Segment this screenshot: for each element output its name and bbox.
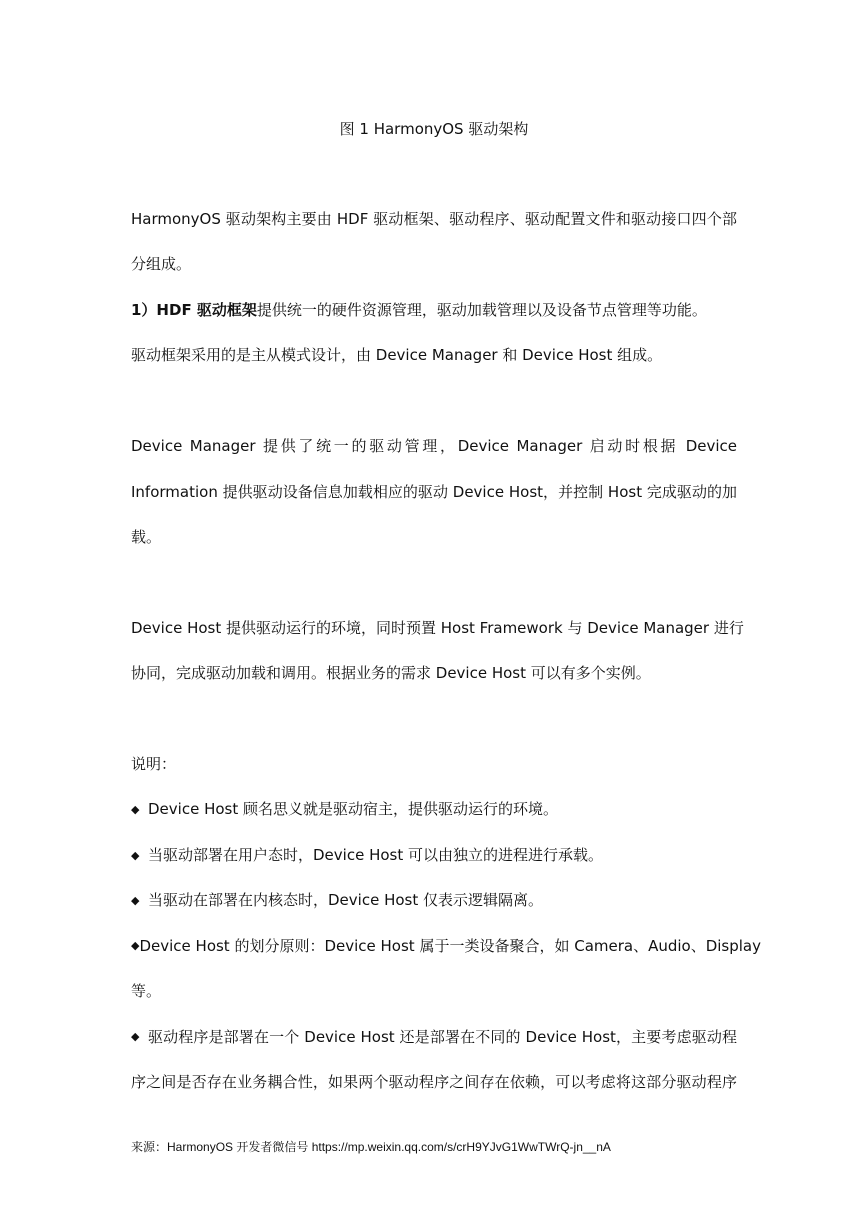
source-footer <box>131 1138 611 1156</box>
bullet-item-3-text: 当驱动在部署在内核态时，Device Host 仅表示逻辑隔离。 <box>148 891 543 909</box>
bullet-item-2 <box>131 844 737 867</box>
diamond-bullet-icon: ◆ <box>131 803 140 816</box>
point-1-paragraph <box>131 299 737 321</box>
intro-line-2: 分组成。 <box>131 255 192 273</box>
device-host-line-1: Device Host 提供驱动运行的环境，同时预置 Host Framework 与 Device Manager 进行 <box>131 619 744 637</box>
point-1-bold-lead: 1）HDF 驱动框架 <box>131 301 257 319</box>
bullet-item-4-text-line-2: 等。 <box>131 982 162 1000</box>
device-host-line-2: 协同，完成驱动加载和调用。根据业务的需求 Device Host 可以有多个实例。 <box>131 664 651 682</box>
point-1-text: 提供统一的硬件资源管理，驱动加载管理以及设备节点管理等功能。 <box>256 301 707 319</box>
diamond-bullet-icon: ◆ <box>131 894 140 907</box>
bullet-item-5 <box>131 1026 737 1048</box>
bullet-item-1-text: Device Host 顾名思义就是驱动宿主，提供驱动运行的环境。 <box>148 800 558 818</box>
intro-line-1: HarmonyOS 驱动架构主要由 HDF 驱动框架、驱动程序、驱动配置文件和驱动接口四个部 <box>131 210 737 228</box>
bullet-item-4-text-line-1: Device Host 的划分原则：Device Host 属于一类设备聚合，如 Camera、Audio、Display <box>139 937 762 955</box>
source-link[interactable]: HarmonyOS 开发者微信号 https://mp.weixin.qq.com/s/crH9YJvG1WwTWrQ-jn__nA <box>167 1140 611 1154</box>
bullet-item-3 <box>131 889 737 912</box>
framework-design-line: 驱动框架采用的是主从模式设计，由 Device Manager 和 Device Host 组成。 <box>131 346 663 364</box>
bullet-item-4 <box>131 935 762 957</box>
bullet-item-1 <box>131 798 737 821</box>
figure-caption: 图 1 HarmonyOS 驱动架构 <box>339 120 529 138</box>
device-manager-line-3: 载。 <box>131 528 162 546</box>
diamond-bullet-icon: ◆ <box>131 849 140 862</box>
diamond-bullet-icon: ◆ <box>131 1030 140 1043</box>
note-heading: 说明： <box>131 755 177 773</box>
device-manager-line-1: Device Manager 提供了统一的驱动管理，Device Manager 启动时根据 Device <box>131 437 737 455</box>
diamond-bullet-icon: ◆ <box>131 939 140 952</box>
device-manager-line-2: Information 提供驱动设备信息加载相应的驱动 Device Host，并控制 Host 完成驱动的加 <box>131 483 737 501</box>
source-label: 来源： <box>131 1140 168 1154</box>
bullet-item-2-text: 当驱动部署在用户态时，Device Host 可以由独立的进程进行承载。 <box>148 846 603 864</box>
bullet-item-5-text-line-2: 序之间是否存在业务耦合性，如果两个驱动程序之间存在依赖，可以考虑将这部分驱动程序 <box>131 1073 737 1091</box>
bullet-item-5-text-line-1: 驱动程序是部署在一个 Device Host 还是部署在不同的 Device Host，主要考虑驱动程 <box>148 1028 737 1046</box>
